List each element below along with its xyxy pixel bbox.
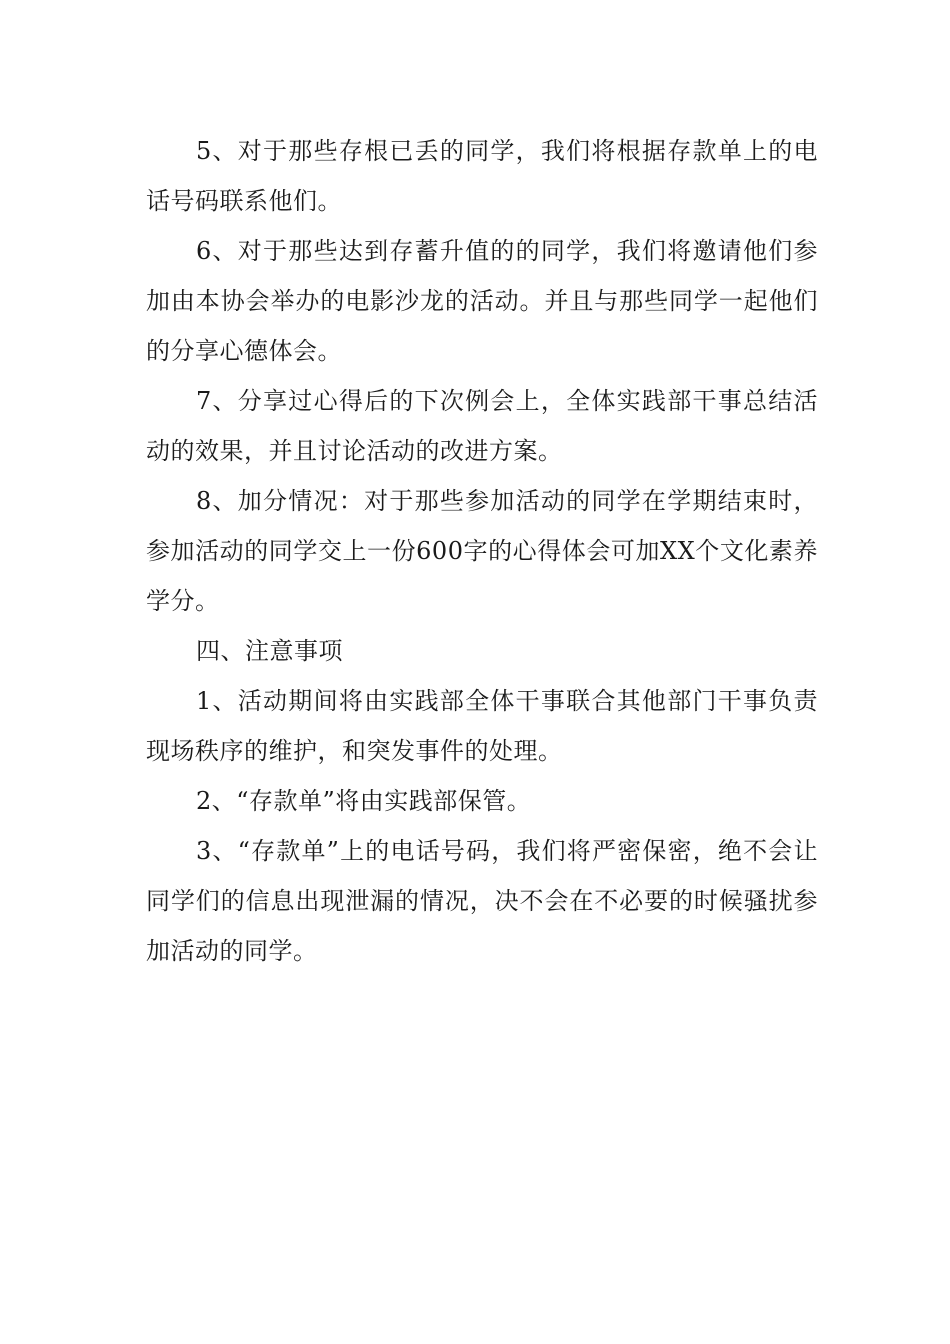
paragraph-item-8: 8、加分情况：对于那些参加活动的同学在学期结束时，参加活动的同学交上一份600字的心得体会可加XX个文化素养学分。 <box>146 487 818 615</box>
note-item-1: 1、活动期间将由实践部全体干事联合其他部门干事负责现场秩序的维护，和突发事件的处理。 <box>146 687 818 765</box>
note-item-3: 3、“存款单”上的电话号码，我们将严密保密，绝不会让同学们的信息出现泄漏的情况，决不会在不必要的时候骚扰参加活动的同学。 <box>146 837 818 965</box>
document-body <box>146 126 818 976</box>
paragraph-item-6: 6、对于那些达到存蓄升值的的同学，我们将邀请他们参加由本协会举办的电影沙龙的活动。并且与那些同学一起他们的分享心德体会。 <box>146 237 818 365</box>
paragraph-item-5: 5、对于那些存根已丢的同学，我们将根据存款单上的电话号码联系他们。 <box>146 137 818 215</box>
section-heading: 四、注意事项 <box>196 637 343 665</box>
note-item-2: 2、“存款单”将由实践部保管。 <box>196 787 532 815</box>
paragraph-item-7: 7、分享过心得后的下次例会上，全体实践部干事总结活动的效果，并且讨论活动的改进方案。 <box>146 387 818 465</box>
